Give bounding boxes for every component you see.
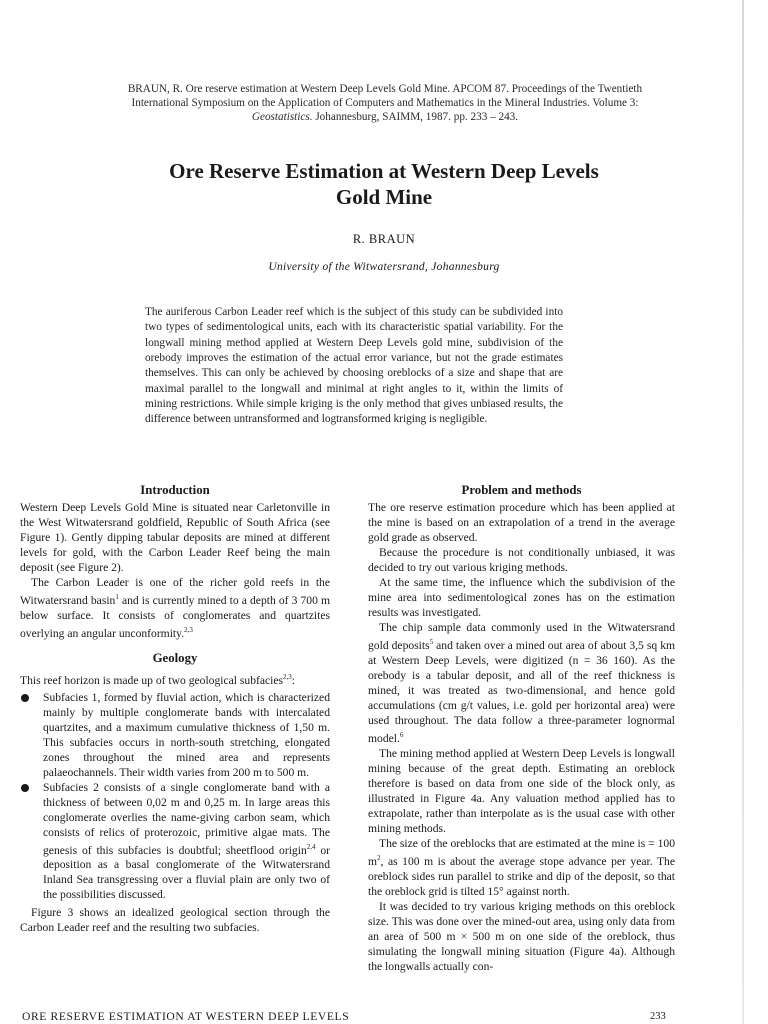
text-span: The chip sample data commonly used in the Witwatersrand gold deposits	[368, 621, 675, 652]
paper-title	[60, 158, 708, 210]
paper-title-line-2: Gold Mine	[335, 185, 433, 209]
text-span: This reef horizon is made up of two geological subfacies	[20, 673, 284, 687]
footnote-ref: 2,3	[184, 625, 193, 634]
introduction-paragraph-2	[20, 575, 330, 641]
footnote-ref: 6	[399, 730, 404, 739]
problem-methods-heading: Problem and methods	[461, 483, 582, 497]
geology-paragraph-1	[20, 670, 330, 688]
text-span: or deposition as a basal conglomerate of the Witwatersrand Inland Sea transgressing over a fluvial plain are only two of the possibilities discussed.	[43, 843, 330, 902]
footnote-ref: 2,3	[283, 672, 292, 681]
citation-block	[70, 82, 700, 125]
footnote-ref: 5	[429, 638, 434, 646]
running-title: ORE RESERVE ESTIMATION AT WESTERN DEEP LEVELS	[22, 1010, 350, 1023]
text-span: Subfacies 2 consists of a single conglomerate band with a thickness of between 0,02 m and 0,25 m. In large areas this conglomerate overlies the name-giving carbon seam, which consists of relics of proterozoic, primitive algae mats. The genesis of this subfacies is doubtful; sheetflood origin	[43, 780, 330, 857]
text-span: The Carbon Leader is one of the richer gold reefs in the Witwatersrand basin	[20, 576, 330, 607]
subfacies-list	[20, 690, 330, 903]
footnote-ref: 2,4	[306, 842, 316, 851]
text-span: Subfacies 1, formed by fluvial action, which is characterized mainly by multiple conglomerate bands with intercalated quartzites, and a maximum cumulative thickness of 1,50 m. This subfacies occurs in north-south stretching, elongated zones throughout the mined area and represents palaeochannels. Their width varies from 200 m to 500 m.	[43, 690, 330, 779]
footnote-ref: 2	[377, 853, 381, 862]
introduction-paragraph-1: Western Deep Levels Gold Mine is situated near Carletonville in the West Witwatersrand goldfield, Republic of South Africa (see Figure 1). Gently dipping tabular deposits are mined at different levels for gold, with the Carbon Leader Reef being the main deposit (see Figure 2).	[20, 501, 330, 574]
citation-line-3	[70, 110, 700, 124]
list-item	[20, 780, 330, 903]
methods-paragraph-4	[368, 620, 675, 746]
text-span: and is currently mined to a depth of 3 700 m below surface. It consists of conglomerates and quartzites overlying an angular unconformity.	[20, 593, 331, 640]
text-span: , as 100 m is about the average stope advance per year. The oreblock sides run parallel to strike and dip of the deposit, so that the oreblock grid is tilted 15° against north.	[368, 854, 675, 898]
bullet-icon	[21, 694, 29, 702]
citation-line-1: BRAUN, R. Ore reserve estimation at Western Deep Levels Gold Mine. APCOM 87. Proceedings of the Twentieth	[127, 83, 643, 95]
bullet-icon	[21, 784, 29, 792]
page-edge-shadow	[742, 0, 744, 1024]
text-span: :	[291, 673, 296, 687]
text-span: The size of the oreblocks that are estimated at the mine is = 100 m	[368, 836, 675, 868]
list-item	[20, 690, 330, 780]
methods-paragraph-1: The ore reserve estimation procedure which has been applied at the mine is based on an extrapolation of a trend in the average gold grade as observed.	[368, 501, 675, 544]
methods-paragraph-3: At the same time, the influence which the subdivision of the mine area into sedimentological zones has on the estimation results was investigated.	[368, 576, 675, 619]
methods-paragraph-2: Because the procedure is not conditionally unbiased, it was decided to try out various kriging methods.	[368, 546, 675, 574]
footnote-ref: 1	[115, 593, 119, 601]
text-span: and taken over a mined out area of about 3,5 sq km at Western Deep Levels, were digitized (n = 36 160). As the orebody is a tabular deposit, and all of the reef thickness is mined, it was treated as two-dimensional, and hence gold accumulations (cm g/t values, i.e. gold per horizontal area) were used throughout. The data follow a three-parameter lognormal model.	[368, 638, 676, 745]
methods-paragraph-7: It was decided to try various kriging methods on this oreblock size. This was done over the mined-out area, using only data from an area of 500 m × 500 m on one side of the oreblock, thus simulating the longwall mining situation (Figure 4a). Although the longwalls actually con-	[368, 899, 675, 973]
citation-line-2: International Symposium on the Application of Computers and Mathematics in the Mineral Industries. Volume 3:	[131, 97, 639, 110]
abstract: The auriferous Carbon Leader reef which is the subject of this study can be subdivided into two types of sedimentological units, each with its characteristic spatial variability. For the longwall mining method applied at Western Deep Levels gold mine, subdivision of the orebody improves the estimation of the actual error variance, but not the grade estimates themselves. This can only be achieved by choosing oreblocks of a size and shape that are maximal parallel to the longwall and minimal at right angles to it, within the limits of mining restrictions. While simple kriging is the only method that gives unbiased results, the difference between untransformed and logtransformed kriging is negligible.	[145, 306, 563, 426]
geology-heading: Geology	[152, 650, 198, 665]
figure-3-paragraph: Figure 3 shows an idealized geological section through the Carbon Leader reef and the resulting two subfacies.	[20, 906, 330, 935]
citation-pages: Johannesburg, SAIMM, 1987. pp. 233 – 243.	[312, 111, 519, 124]
left-column	[20, 482, 330, 935]
introduction-heading: Introduction	[140, 483, 210, 497]
page-number: 233	[650, 1011, 666, 1022]
citation-journal: Geostatistics.	[251, 111, 313, 124]
author-affiliation: University of the Witwatersrand, Johannesburg	[268, 261, 500, 273]
methods-paragraph-6	[368, 836, 675, 899]
methods-paragraph-5: The mining method applied at Western Deep Levels is longwall mining because of the great depth. Estimating an oreblock therefore is based on data from one side of the block only, as illustrated in Figure 4a. Any valuation method applied has to extrapolate, rather than interpolate as is the usual case with other mining methods.	[368, 746, 675, 835]
author-name: R. BRAUN	[352, 232, 416, 246]
right-column	[368, 482, 675, 974]
paper-title-line-1: Ore Reserve Estimation at Western Deep Levels	[169, 159, 599, 183]
